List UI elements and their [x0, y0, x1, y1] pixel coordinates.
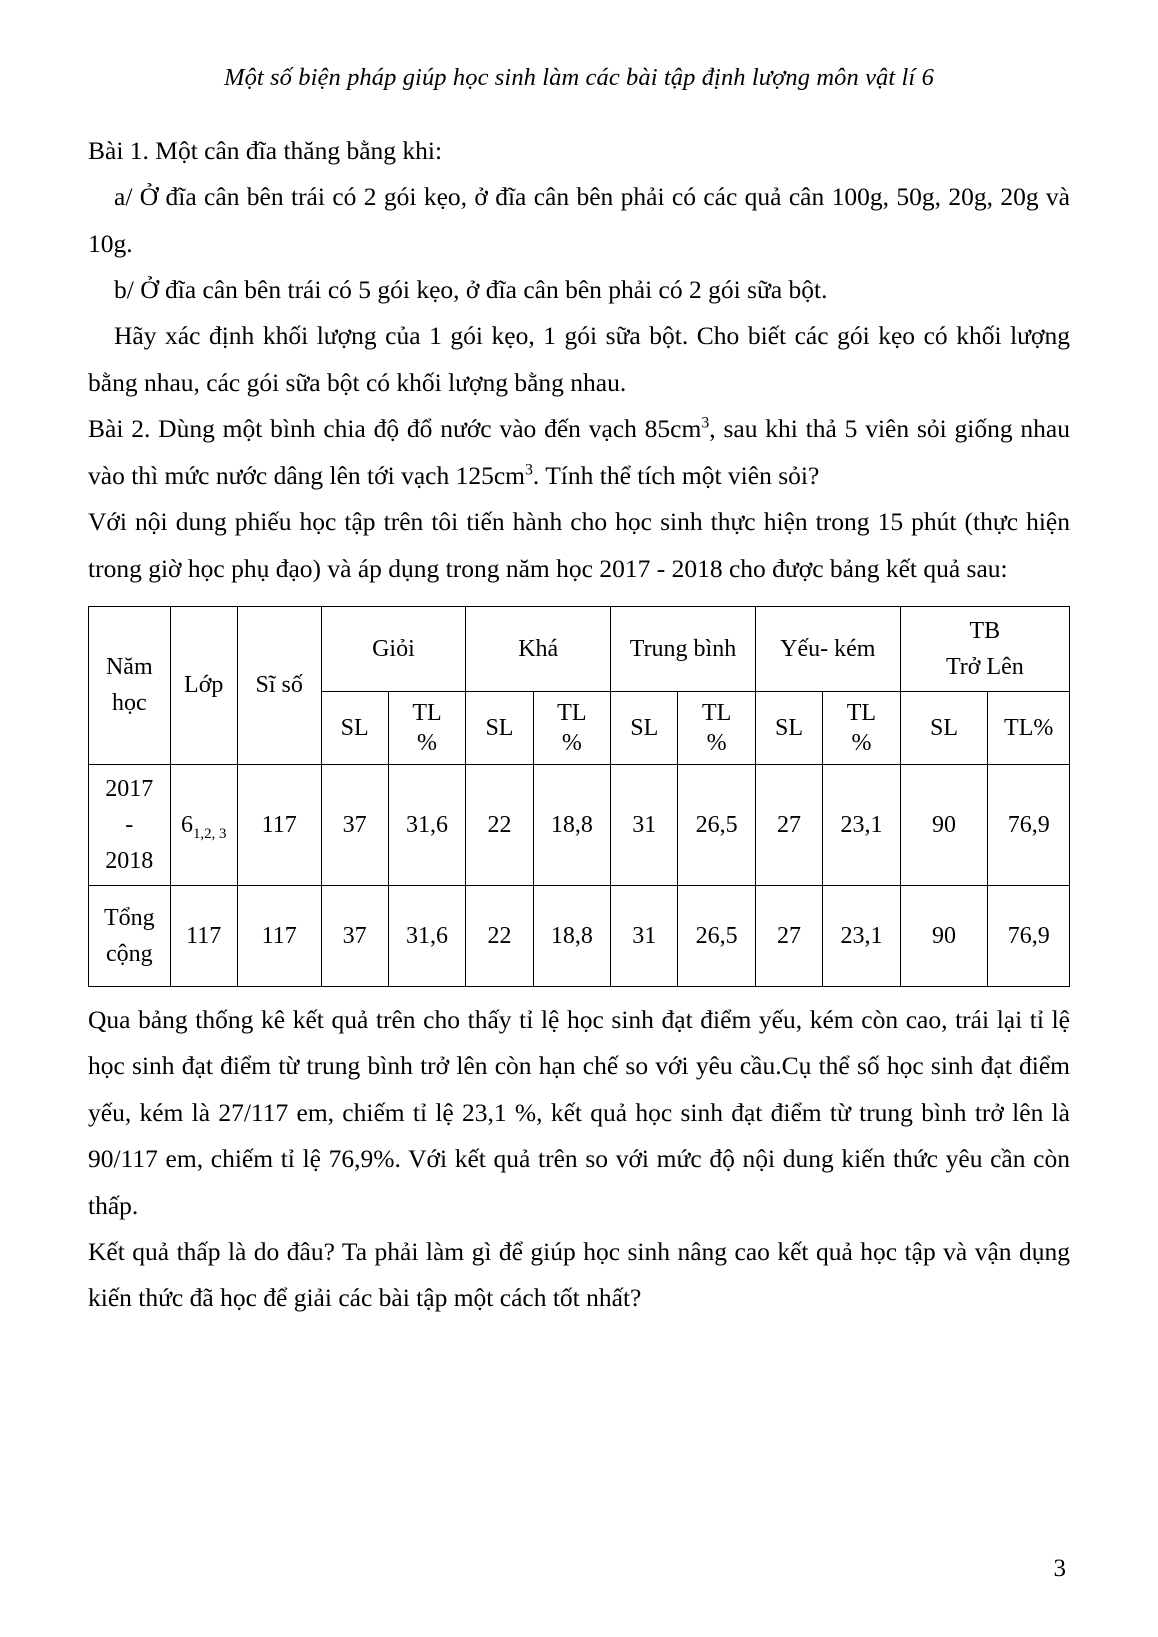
cell-lop: $6_{1,2, 3}$	[170, 764, 237, 885]
exercise-2-text	[88, 406, 1070, 499]
header-tb-tro-len-sl: SL	[900, 691, 988, 764]
cell-total-yeu-kem-sl: 27	[755, 885, 822, 986]
cell-yeu-kem-tl: 23,1	[823, 764, 901, 885]
cell-total-gioi-sl: 37	[321, 885, 388, 986]
exercise-1-title: Bài 1. Một cân đĩa thăng bằng khi:	[88, 135, 443, 165]
cell-gioi-tl: 31,6	[388, 764, 466, 885]
cell-total-trung-binh-tl: 26,5	[678, 885, 756, 986]
cell-total-trung-binh-sl: 31	[611, 885, 678, 986]
header-si-so: Sĩ số	[237, 606, 321, 764]
analysis-paragraph-2: Kết quả thấp là do đâu? Ta phải làm gì để giúp học sinh nâng cao kết quả học tập và vận dụng kiến thức đã học để giải các bài tập một cách tốt nhất?	[88, 1236, 1070, 1313]
table-row	[89, 764, 1070, 885]
cell-total-tb-tro-len-sl: 90	[900, 885, 988, 986]
analysis-paragraph-1: Qua bảng thống kê kết quả trên cho thấy tỉ lệ học sinh đạt điểm yếu, kém còn cao, trái lại tỉ lệ học sinh đạt điểm từ trung bình trở lên còn hạn chế so với yêu cầu.Cụ thể số học sinh đạt điểm yếu, kém là 27/117 em, chiếm tỉ lệ 23,1 %, kết quả học sinh đạt điểm từ trung bình trở lên là 90/117 em, chiếm tỉ lệ 76,9%. Với kết quả trên so với mức độ nội dung kiến thức yêu cần còn thấp.	[88, 1004, 1070, 1220]
table-header	[89, 606, 1070, 764]
exercise-1-part-b: b/ Ở đĩa cân bên trái có 5 gói kẹo, ở đĩa cân bên phải có 2 gói sữa bột.	[114, 275, 828, 305]
header-yeu-kem: Yếu- kém	[755, 606, 900, 691]
header-yeu-kem-sl: SL	[755, 691, 822, 764]
header-gioi: Giỏi	[321, 606, 466, 691]
header-trung-binh-sl: SL	[611, 691, 678, 764]
cell-trung-binh-tl: 26,5	[678, 764, 756, 885]
header-yeu-kem-tl: TL %	[823, 691, 901, 764]
cell-trung-binh-sl: 31	[611, 764, 678, 885]
cell-tb-tro-len-sl: 90	[900, 764, 988, 885]
header-gioi-sl: SL	[321, 691, 388, 764]
cell-total-gioi-tl: 31,6	[388, 885, 466, 986]
cell-tb-tro-len-tl: 76,9	[988, 764, 1070, 885]
cell-yeu-kem-sl: 27	[755, 764, 822, 885]
exercise-2-segment-2: , sau khi thả 5 viên sỏi giống nhau vào thì mức nước dâng lên tới vạch 125cm	[88, 414, 1070, 490]
exercise-2-superscript-2: 3	[525, 461, 533, 479]
exercise-2-segment-1: Bài 2. Dùng một bình chia độ đổ nước vào đến vạch 85cm	[88, 414, 702, 444]
table-header-row-1	[89, 606, 1070, 691]
exercise-1-question: Hãy xác định khối lượng của 1 gói kẹo, 1 gói sữa bột. Cho biết các gói kẹo có khối lượng bằng nhau, các gói sữa bột có khối lượng bằng nhau.	[88, 321, 1070, 397]
cell-kha-tl: 18,8	[533, 764, 611, 885]
exercise-2-segment-3: . Tính thể tích một viên sỏi?	[532, 460, 820, 490]
cell-nam-hoc: 2017 - 2018	[89, 764, 171, 885]
header-gioi-tl: TL %	[388, 691, 466, 764]
cell-total-tb-tro-len-tl: 76,9	[988, 885, 1070, 986]
cell-total-lop: 117	[170, 885, 237, 986]
exercise-1-part-a: a/ Ở đĩa cân bên trái có 2 gói kẹo, ở đĩa cân bên phải có các quả cân 100g, 50g, 20g, 20g và 10g.	[88, 182, 1070, 258]
header-tb-tro-len-tl: TL%	[988, 691, 1070, 764]
cell-kha-sl: 22	[466, 764, 533, 885]
page-header-title: Một số biện pháp giúp học sinh làm các bài tập định lượng môn vật lí 6	[224, 64, 934, 91]
cell-total-yeu-kem-tl: 23,1	[823, 885, 901, 986]
exercise-2-superscript-1: 3	[701, 414, 710, 432]
header-trung-binh-tl: TL %	[678, 691, 756, 764]
table-total-row	[89, 885, 1070, 986]
cell-total-kha-sl: 22	[466, 885, 533, 986]
header-nam-hoc: Năm học	[89, 606, 171, 764]
header-trung-binh: Trung bình	[611, 606, 756, 691]
table-introduction-text: Với nội dung phiếu học tập trên tôi tiến hành cho học sinh thực hiện trong 15 phút (thực hiện trong giờ học phụ đạo) và áp dụng trong năm học 2017 - 2018 cho được bảng kết quả sau:	[88, 507, 1070, 583]
header-lop: Lớp	[170, 606, 237, 764]
cell-gioi-sl: 37	[321, 764, 388, 885]
results-table	[88, 606, 1070, 987]
header-kha-tl: TL %	[533, 691, 611, 764]
page-number: 3	[1053, 1555, 1066, 1582]
cell-total-label: Tổng cộng	[89, 885, 171, 986]
cell-si-so: 117	[237, 764, 321, 885]
header-tb-tro-len: TB Trở Lên	[900, 606, 1069, 691]
header-kha: Khá	[466, 606, 611, 691]
cell-total-si-so: 117	[237, 885, 321, 986]
cell-total-kha-tl: 18,8	[533, 885, 611, 986]
header-kha-sl: SL	[466, 691, 533, 764]
table-body	[89, 764, 1070, 986]
